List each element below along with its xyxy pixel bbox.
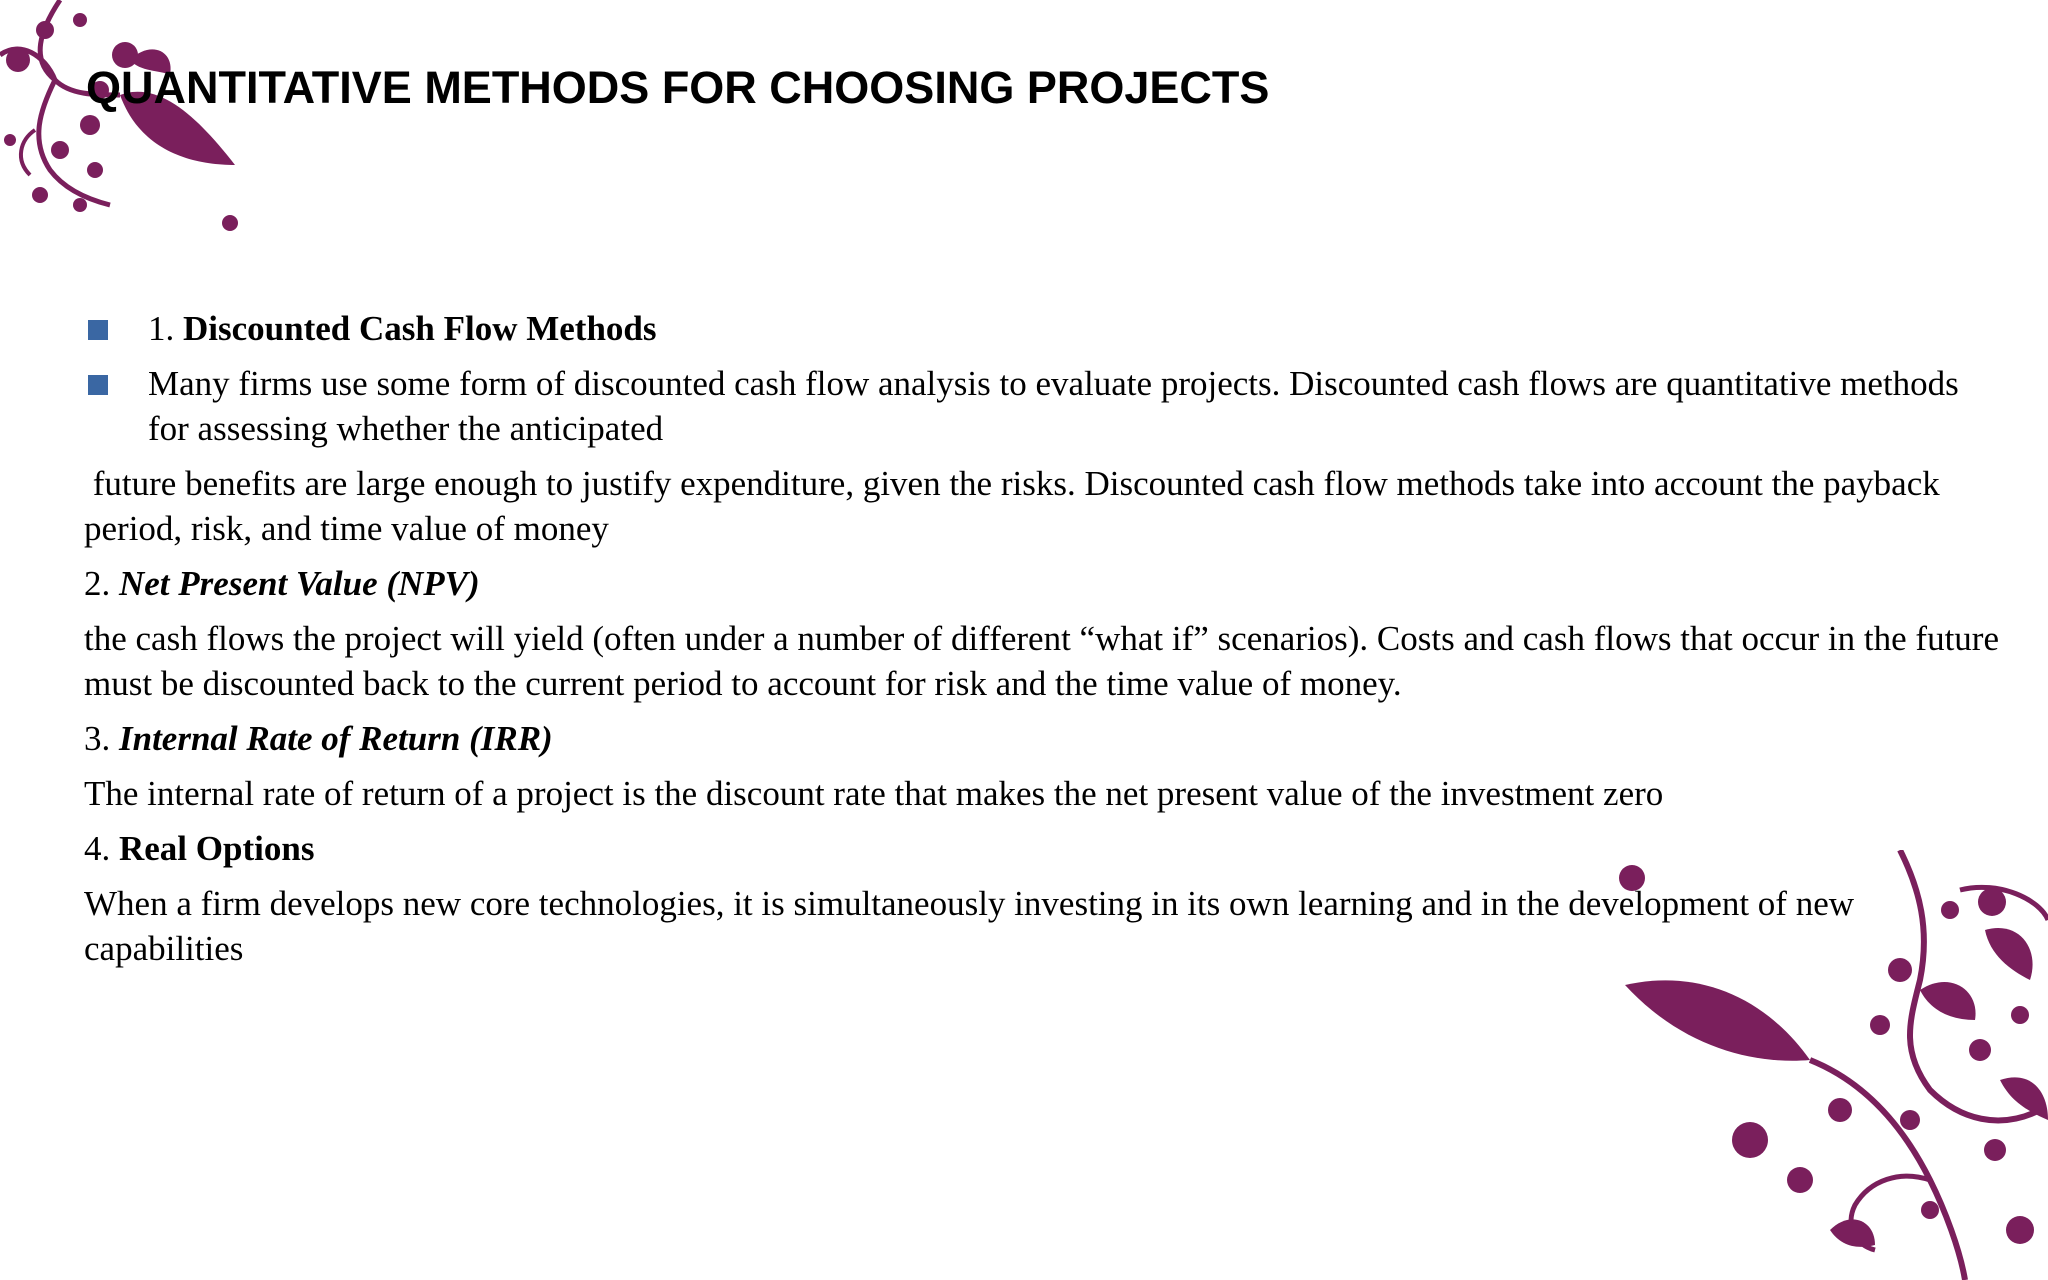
paragraph: When a firm develops new core technologies, it is simultaneously investing in its own learning and in the development of new capabilities: [84, 884, 1855, 968]
floral-ornament-top-left-icon: [0, 0, 260, 240]
paragraph: future benefits are large enough to justify expenditure, given the risks. Discounted cash flow methods take into account the payback period, risk, and time value of money: [84, 464, 1949, 548]
bullet-item: [84, 306, 2004, 351]
slide-title: QUANTITATIVE METHODS FOR CHOOSING PROJECTS: [86, 62, 1270, 113]
section-header: [84, 716, 2004, 761]
section-heading: Discounted Cash Flow Methods: [183, 309, 657, 348]
item-number: 1.: [148, 309, 175, 348]
paragraph: the cash flows the project will yield (often under a number of different “what if” scenarios). Costs and cash flows that occur in the future must be discounted back to the current period to account for risk and the time value of money.: [84, 619, 1999, 703]
square-bullet-icon: [88, 320, 108, 340]
bullet-item: [84, 361, 2004, 451]
section-header: [84, 561, 2004, 606]
section-heading: Internal Rate of Return (IRR): [119, 719, 553, 758]
section-heading: Net Present Value (NPV): [119, 564, 480, 603]
square-bullet-icon: [88, 375, 108, 395]
section-heading: Real Options: [119, 829, 315, 868]
item-number: 2.: [84, 564, 111, 603]
bullet-text: Many firms use some form of discounted cash flow analysis to evaluate projects. Discounted cash flows are quantitative methods for assessing whether the anticipated: [148, 364, 1959, 448]
slide-body: [84, 306, 2004, 981]
item-number: 4.: [84, 829, 111, 868]
section-header: [84, 826, 2004, 871]
paragraph: The internal rate of return of a project is the discount rate that makes the net present value of the investment zero: [84, 774, 1664, 813]
item-number: 3.: [84, 719, 111, 758]
